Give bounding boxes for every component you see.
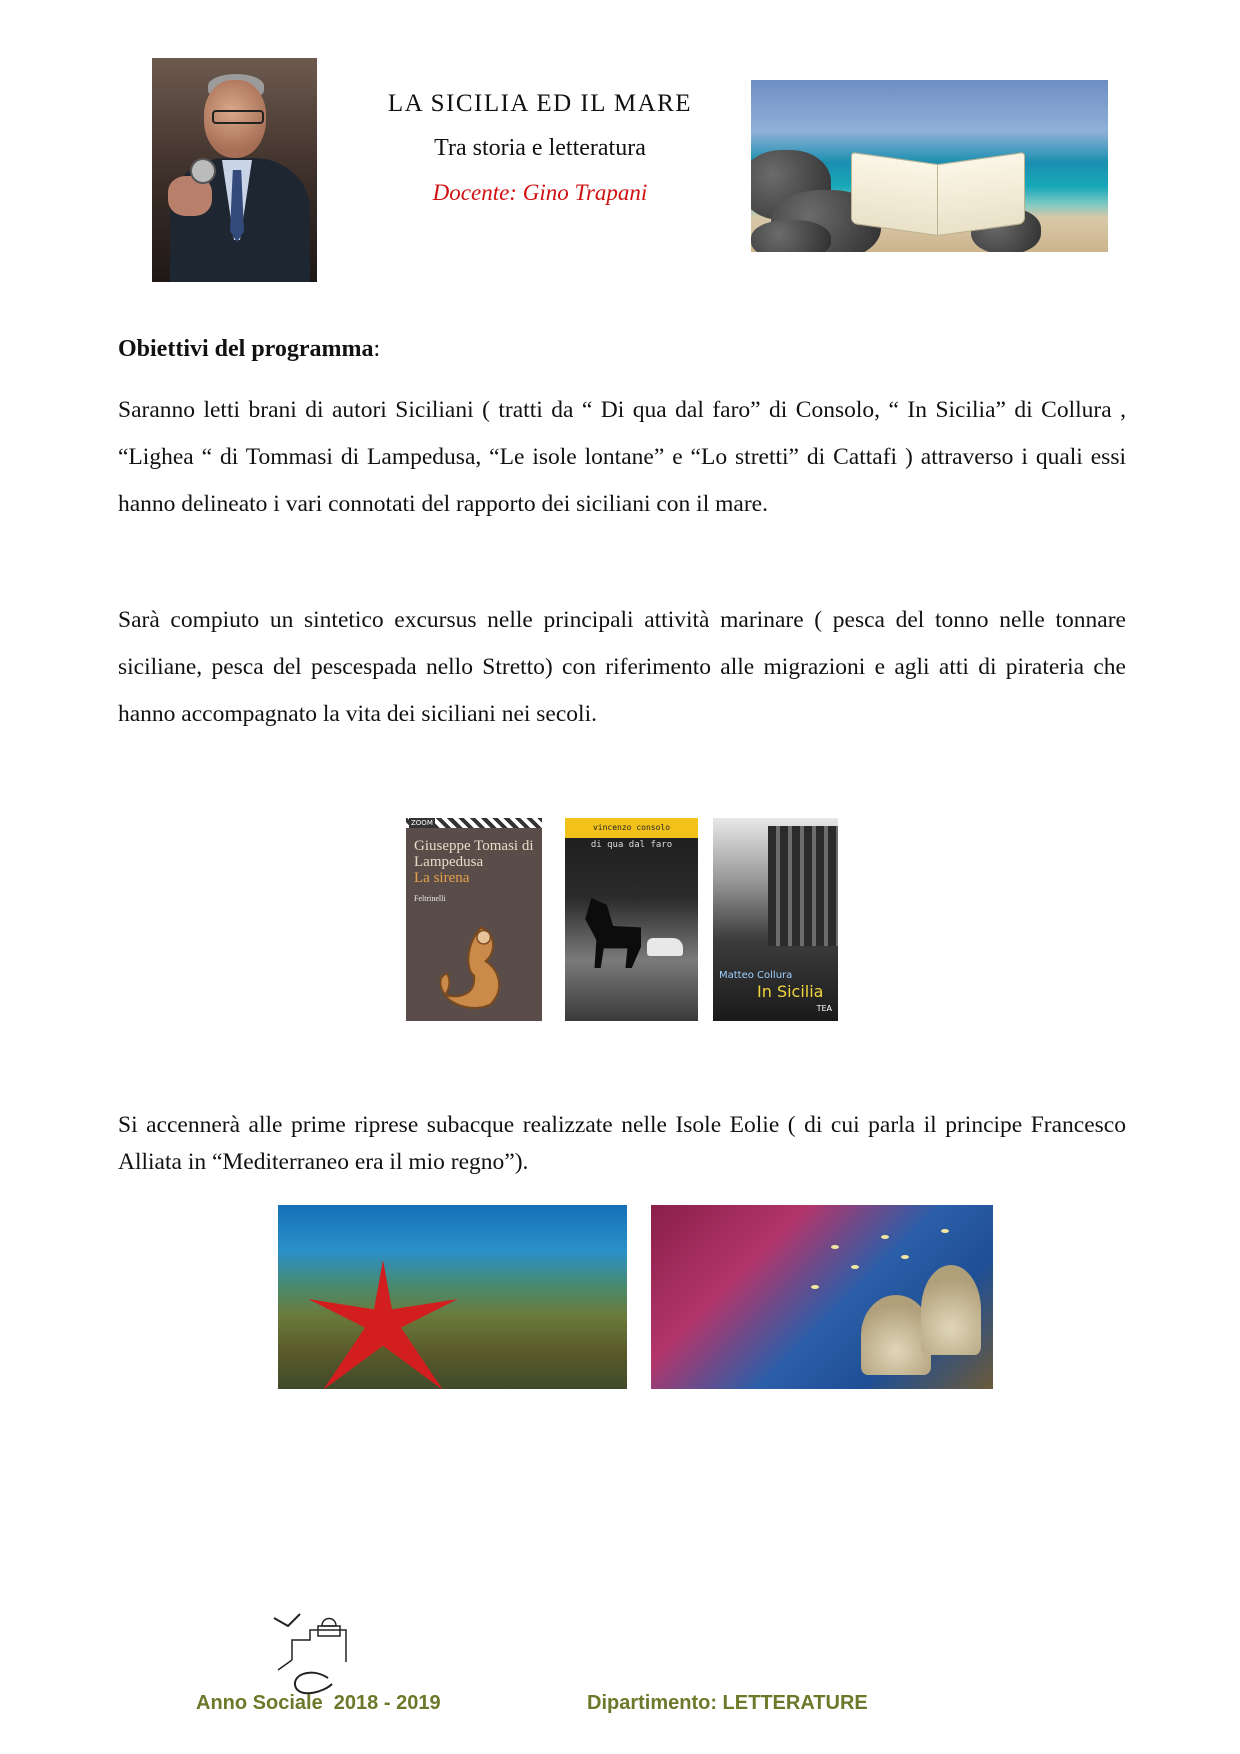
page-subtitle: Tra storia e letteratura <box>434 135 646 161</box>
teacher-photo <box>152 58 317 282</box>
car-icon <box>647 938 683 956</box>
paragraph-activities: Sarà compiuto un sintetico excursus nelle principali attività marinare ( pesca del tonno nelle tonnare siciliane, pesca del pescespada nello Stretto) con riferimento alle migrazioni e agli atti di pirateria che hanno accompagnato la vita dei siciliani nei secoli. <box>118 607 1126 727</box>
teacher-name: Docente: Gino Trapani <box>432 180 648 205</box>
association-logo <box>270 1600 360 1700</box>
book-cover-di-qua-dal-faro: vincenzo consolo di qua dal faro <box>565 818 698 1021</box>
paragraph-authors: Saranno letti brani di autori Siciliani ( tratti da “ Di qua dal faro” di Consolo, “ In Sicilia” di Collura , “Lighea “ di Tommasi di Lampedusa, “Le isole lontane” e “Lo stretti” di Cattafi ) attraverso i quali essi hanno delineato i vari connotati del rapporto dei siciliani con il mare. <box>118 397 1126 517</box>
title-block <box>330 84 750 214</box>
horse-icon <box>579 898 641 968</box>
paragraph-underwater: Si accennerà alle prime riprese subacque realizzate nelle Isole Eolie ( di cui parla il principe Francesco Alliata in “Mediterraneo era il mio regno”). <box>118 1112 1126 1175</box>
page-title: LA SICILIA ED IL MARE <box>387 90 693 117</box>
book-cover-in-sicilia: Matteo Collura In Sicilia TEA <box>713 818 838 1021</box>
underwater-coral-image <box>651 1205 993 1389</box>
open-book-icon <box>851 158 1026 236</box>
microphone-icon <box>190 158 216 184</box>
underwater-starfish-image <box>278 1205 627 1389</box>
starfish-icon <box>308 1260 458 1389</box>
sea-book-image <box>751 80 1108 252</box>
section-heading: Obiettivi del programma: <box>118 336 381 362</box>
mermaid-icon <box>428 918 524 1014</box>
footer-year: Anno Sociale 2018 - 2019 <box>196 1692 441 1714</box>
footer-department: Dipartimento: LETTERATURE <box>587 1692 868 1714</box>
book-cover-la-sirena: ZOOM Giuseppe Tomasi di Lampedusa La sirena Feltrinelli <box>406 818 542 1021</box>
